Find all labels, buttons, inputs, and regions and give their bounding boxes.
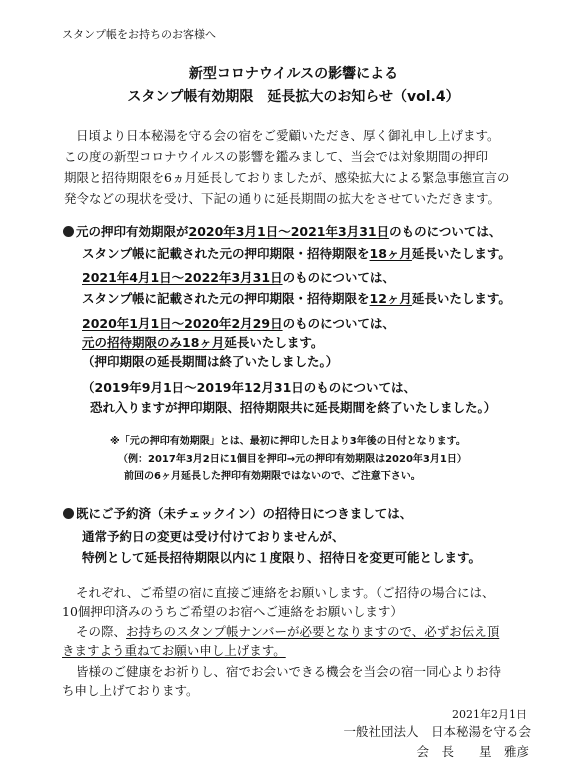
title-line-2: スタンプ帳有効期限 延長拡大のお知らせ（vol.4） <box>127 89 460 105</box>
section1-line-9: 恐れ入りますが押印期限、招待期限共に延長期間を終了いたしました。） <box>90 400 497 415</box>
section2-line-1: 既にご予約済（未チェックイン）の招待日につきましては、 <box>63 508 412 521</box>
intro-line-1: 日頃より日本秘湯を守る会の宿をご愛顧いただき、厚く御礼申し上げます。 <box>76 128 500 143</box>
section1-line-4: スタンプ帳に記載された元の押印期限・招待期限を12ヶ月延長いたします。 <box>82 291 511 306</box>
signature-date: 2021年2月1日 <box>452 708 527 721</box>
intro-line-3: 期限と招待期限を6ヵ月延長しておりましたが、感染拡大による緊急事態宣言の <box>64 170 510 185</box>
section1-line-3: 2021年4月1日～2022年3月31日のものについては、 <box>82 270 395 285</box>
signature-org: 一般社団法人 日本秘湯を守る会 <box>343 724 531 739</box>
section1-line-5: 2020年1月1日～2020年2月29日のものについては、 <box>82 316 395 331</box>
title-line-1: 新型コロナウイルスの影響による <box>188 66 399 82</box>
closing-line-6: ち申し上げております。 <box>62 683 199 698</box>
intro-line-4: 発令などの現状を受け、下記の通りに延長期間の拡大をさせていただきます。 <box>64 191 501 206</box>
closing-line-1: それぞれ、ご希望の宿に直接ご連絡をお願いします。（ご招待の場合には、 <box>76 585 495 600</box>
note-line-2: （例：2017年3月2日に1個目を押印→元の押印有効期限は2020年3月1日） <box>118 454 467 465</box>
section2-line-3: 特例として延長招待期限以内に１度限り、招待日を変更可能とします。 <box>82 550 482 565</box>
closing-line-3: その際、お持ちのスタンプ帳ナンバーが必要となりますので、必ずお伝え頂 <box>76 624 500 639</box>
section1-line-6: 元の招待期限のみ18ヶ月延長いたします。 <box>82 335 324 350</box>
intro-line-2: この度の新型コロナウイルスの影響を鑑みまして、当会では対象期間の押印 <box>64 149 489 164</box>
closing-line-2: 10個押印済みのうちご希望のお宿へご連絡をお願いします） <box>62 604 403 619</box>
bullet-icon <box>63 508 74 519</box>
note-line-3: 前回の6ヶ月延長した押印有効期限ではないので、ご注意下さい。 <box>124 471 421 482</box>
section1-line-2: スタンプ帳に記載された元の押印期限・招待期限を18ヶ月延長いたします。 <box>82 246 511 261</box>
section1-line-8: （2019年9月1日～2019年12月31日のものについては、 <box>82 380 417 395</box>
note-line-1: ※「元の押印有効期限」とは、最初に押印した日より3年後の日付となります。 <box>110 436 466 447</box>
bullet-icon <box>63 226 74 237</box>
addressee: スタンプ帳をお持ちのお客様へ <box>62 28 216 41</box>
section2-line-2: 通常予約日の変更は受け付けておりませんが、 <box>82 529 345 544</box>
section1-line-7: （押印期限の延長期間は終了いたしました。） <box>82 354 339 369</box>
section1-line-1: 元の押印有効期限が2020年3月1日～2021年3月31日のものについては、 <box>63 226 501 239</box>
signature-name: 会 長 星 雅彦 <box>416 744 529 759</box>
closing-line-4: きますよう重ねてお願い申し上げます。 <box>62 643 286 658</box>
closing-line-5: 皆様のご健康をお祈りし、宿でお会いできる機会を当会の宿一同心よりお待 <box>76 664 502 679</box>
